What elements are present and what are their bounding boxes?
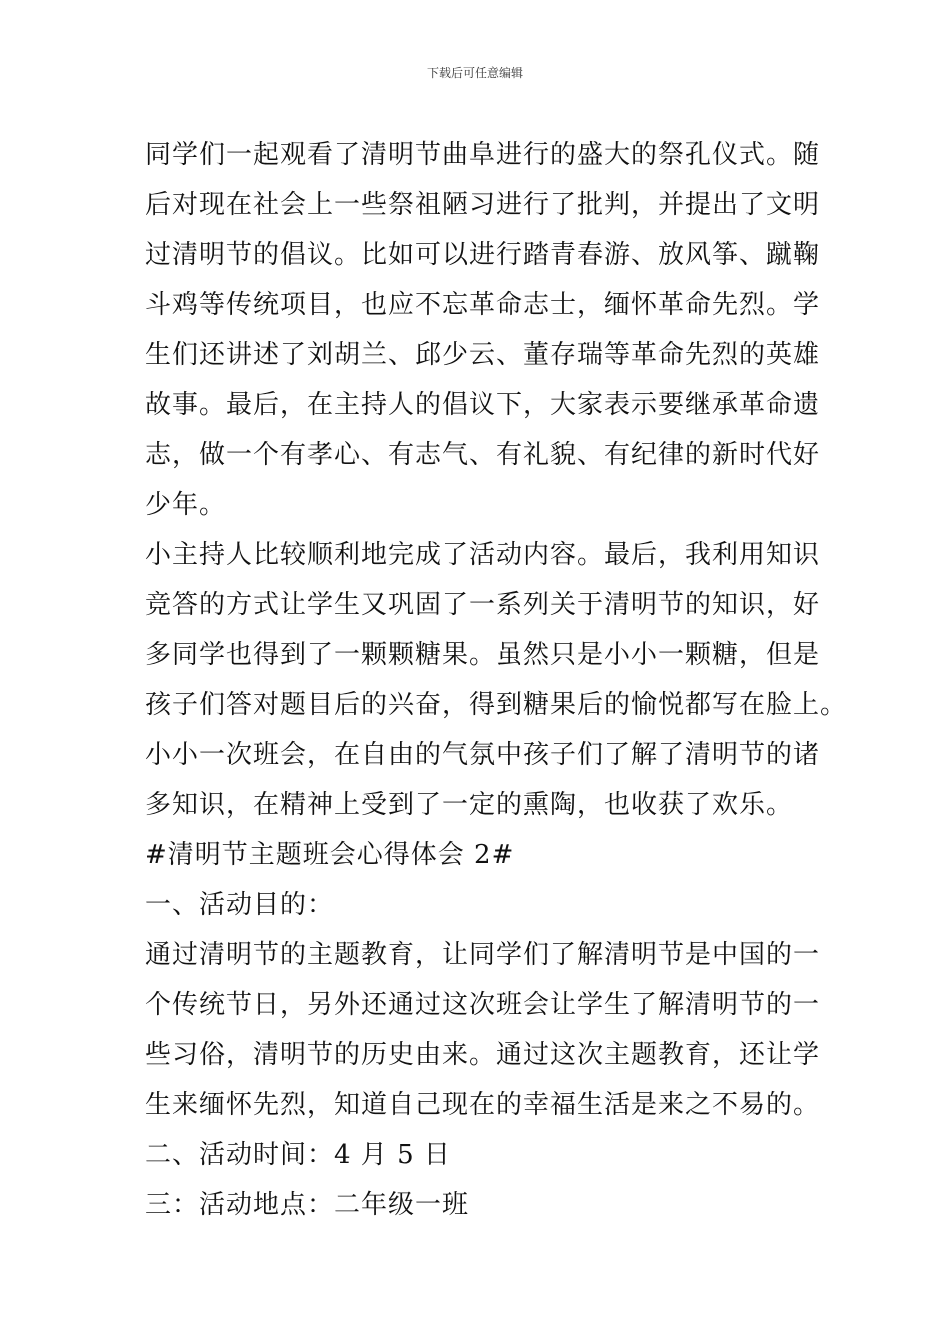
text-line: 孩子们答对题目后的兴奋，得到糖果后的愉悦都写在脸上。 <box>145 690 848 720</box>
text-line: 生们还讲述了刘胡兰、邱少云、董存瑞等革命先烈的英雄 <box>145 340 821 370</box>
text-line: 个传统节日，另外还通过这次班会让学生了解清明节的一 <box>145 990 821 1020</box>
text-line: 故事。最后，在主持人的倡议下，大家表示要继承革命遗 <box>145 390 821 420</box>
text-line: 竞答的方式让学生又巩固了一系列关于清明节的知识，好 <box>145 590 821 620</box>
text-line: 后对现在社会上一些祭祖陋习进行了批判，并提出了文明 <box>145 190 821 220</box>
text-line: 同学们一起观看了清明节曲阜进行的盛大的祭孔仪式。随 <box>145 140 821 170</box>
document-body <box>145 130 848 1230</box>
text-line: 小主持人比较顺利地完成了活动内容。最后，我利用知识 <box>145 540 821 570</box>
text-line: 多知识，在精神上受到了一定的熏陶，也收获了欢乐。 <box>145 790 794 820</box>
subsection-heading: 二、活动时间：4 月 5 日 <box>145 1140 451 1170</box>
subsection-heading: 三：活动地点：二年级一班 <box>145 1190 470 1220</box>
text-line: 多同学也得到了一颗颗糖果。虽然只是小小一颗糖，但是 <box>145 640 821 670</box>
text-line: 志，做一个有孝心、有志气、有礼貌、有纪律的新时代好 <box>145 440 821 470</box>
text-line: 少年。 <box>145 490 227 520</box>
section-heading: #清明节主题班会心得体会 2# <box>145 840 515 870</box>
text-line: 小小一次班会，在自由的气氛中孩子们了解了清明节的诸 <box>145 740 821 770</box>
page-header: 下载后可任意编辑 <box>426 66 523 80</box>
text-line: 些习俗，清明节的历史由来。通过这次主题教育，还让学 <box>145 1040 821 1070</box>
text-line: 通过清明节的主题教育，让同学们了解清明节是中国的一 <box>145 940 821 970</box>
text-line: 斗鸡等传统项目，也应不忘革命志士，缅怀革命先烈。学 <box>145 290 821 320</box>
subsection-heading: 一、活动目的： <box>145 890 335 920</box>
text-line: 生来缅怀先烈，知道自己现在的幸福生活是来之不易的。 <box>145 1090 821 1120</box>
text-line: 过清明节的倡议。比如可以进行踏青春游、放风筝、蹴鞠 <box>145 240 821 270</box>
